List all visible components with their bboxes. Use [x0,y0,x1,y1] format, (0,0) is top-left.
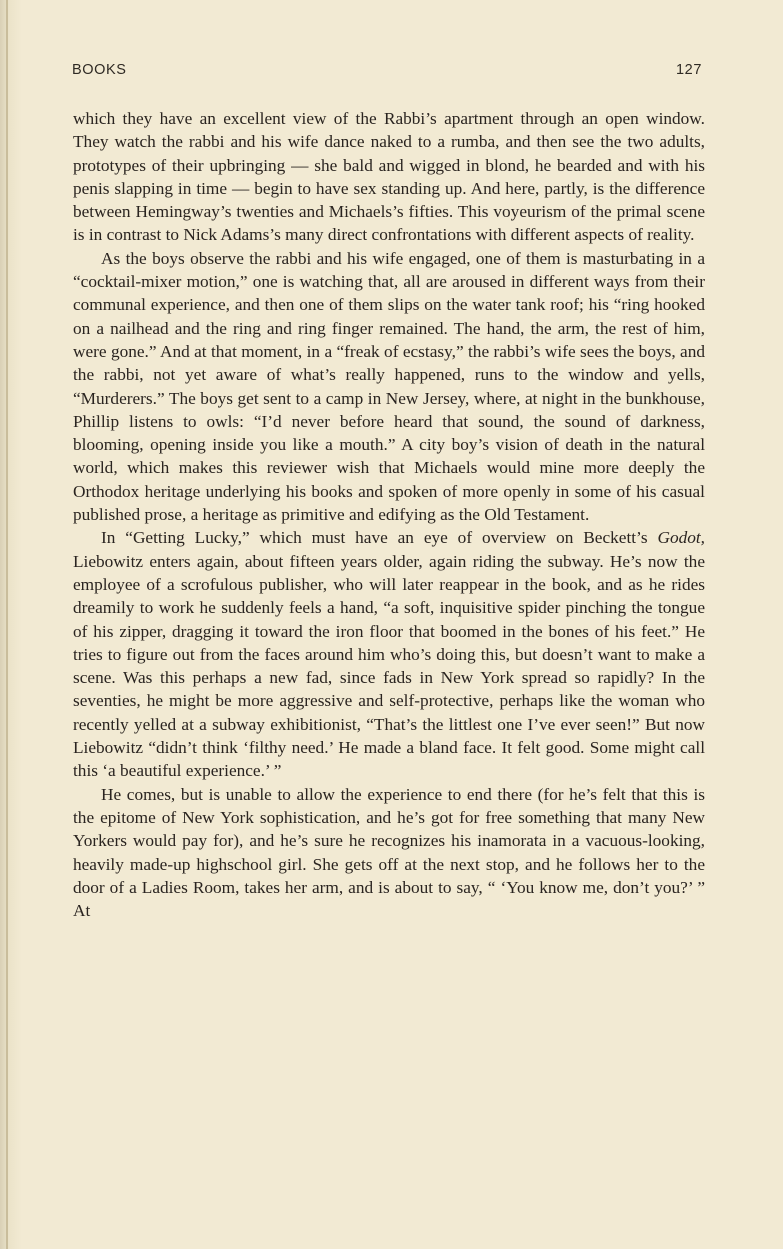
body-text [73,107,705,922]
paragraph-3 [73,526,705,782]
paragraph-1: which they have an excellent view of the Rabbi’s apartment through an open window. They watch the rabbi and his wife dance naked to a rumba, and then see the two adults, prototypes of their upbringing — she bald and wigged in blond, he bearded and with his penis slapping in time — begin to have sex standing up. And here, partly, is the difference between Hemingway’s twenties and Michaels’s fifties. This voyeurism of the primal scene is in contrast to Nick Adams’s many direct confrontations with different aspects of reality. [73,109,705,245]
paragraph-2: As the boys observe the rabbi and his wife engaged, one of them is masturbating in a “cocktail-mixer motion,” one is watching that, all are aroused in different ways from their communal experience, and then one of them slips on the water tank roof; his “ring hooked on a nailhead and the ring and ring finger remained. The hand, the arm, the rest of him, were gone.” And at that moment, in a “freak of ecstasy,” the rabbi’s wife sees the boys, and the rabbi, not yet aware of what’s really happened, runs to the window and yells, “Murderers.” The boys get sent to a camp in New Jersey, where, at night in the bunkhouse, Phillip listens to owls: “I’d never before heard that sound, the sound of darkness, blooming, opening inside you like a mouth.” A city boy’s vision of death in the natural world, which makes this reviewer wish that Michaels would mine more deeply the Orthodox heritage underlying his books and spoken of more openly in some of his casual published prose, a heritage as primitive and edifying as the Old Testament. [73,248,705,525]
running-head [72,62,702,82]
paragraph-4: He comes, but is unable to allow the experience to end there (for he’s felt that this is the epitome of New York sophistication, and he’s got for free something that many New Yorkers would pay for), and he’s sure he recognizes his inamorata in a vacuous-looking, heavily made-up highschool girl. She gets off at the next stop, and he follows her to the door of a Ladies Room, takes her arm, and is about to say, “ ‘You know me, don’t you?’ ” At [73,784,705,921]
binding-edge [6,0,8,1249]
paragraph-3-lead: In “Getting Lucky,” which must have an eye of overview on Beckett’s [101,528,658,548]
page-number: 127 [676,62,702,78]
italic-title-godot: Godot, [657,528,705,548]
section-title: BOOKS [72,62,127,78]
page-gutter-shadow [0,0,22,1249]
paragraph-3-rest: Liebowitz enters again, about fifteen years older, again riding the subway. He’s now the employee of a scrofulous publisher, who will later reappear in the book, and as he rides dreamily to work he suddenly feels a hand, “a soft, inquisitive spider pinching the tongue of his zipper, dragging it toward the iron floor that boomed in the bones of his feet.” He tries to figure out from the faces around him who’s doing this, but doesn’t want to make a scene. Was this perhaps a new fad, since fads in New York spread so rapidly? In the seventies, he might be more aggressive and self-protective, perhaps like the woman who recently yelled at a subway exhibitionist, “That’s the littlest one I’ve ever seen!” But now Liebowitz “didn’t think ‘filthy need.’ He made a bland face. It felt good. Some might call this ‘a beautiful experience.’ ” [73,551,705,781]
